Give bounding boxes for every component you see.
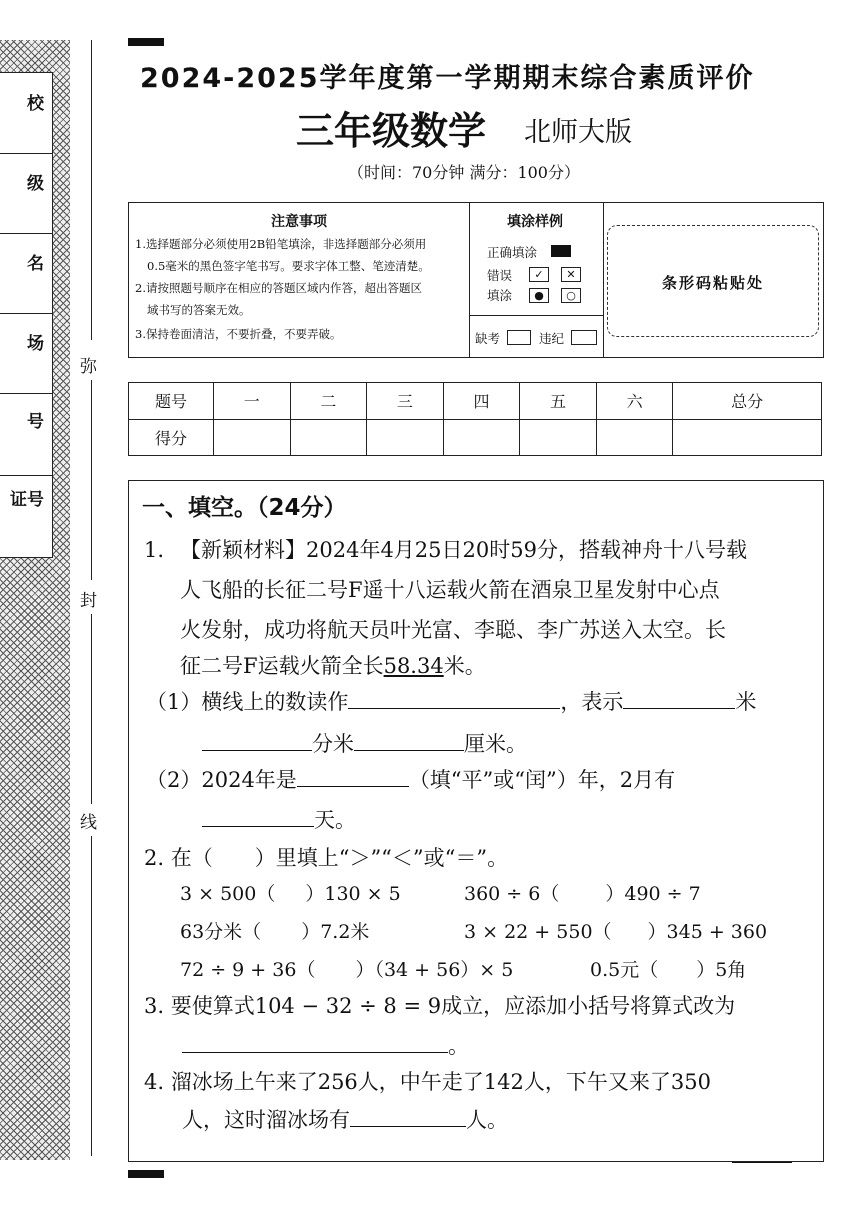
compare-left: 360 ÷ 6（ xyxy=(464,883,560,905)
divider xyxy=(469,315,603,316)
correct-fill-sample xyxy=(551,245,571,257)
info-label: 证号 xyxy=(10,490,44,510)
compare-left: 3 × 500（ xyxy=(180,883,276,905)
q1-sub1-mid: ，表示 xyxy=(560,690,624,714)
notice-item: 2.请按照题号顺序在相应的答题区域内作答，超出答题区 xyxy=(135,281,422,295)
info-row-name xyxy=(0,233,52,314)
notice-box xyxy=(128,202,824,358)
underlined-number: 58.34 xyxy=(383,654,444,678)
absent-checkbox[interactable] xyxy=(507,330,531,345)
q1-sub2-text: （填“平”或“闰”）年，2月有 xyxy=(408,768,676,792)
circle-sample-icon: ○ xyxy=(561,288,581,303)
barcode-label: 条形码粘贴处 xyxy=(661,274,764,292)
notice-item: 域书写的答案无效。 xyxy=(147,303,251,317)
check-sample-icon: ✓ xyxy=(529,267,549,282)
seal-line xyxy=(91,40,92,340)
wrong-fill-label: 错误 xyxy=(487,268,513,283)
compare-right: ）5角 xyxy=(696,959,747,981)
q4-text: 4. 溜冰场上午来了256人，中午走了142人，下午又来了350 xyxy=(144,1070,711,1094)
score-header-cell: 一 xyxy=(214,383,291,420)
answer-blank[interactable] xyxy=(354,730,464,751)
registration-mark-bottom xyxy=(128,1170,164,1178)
q1-number: 1. xyxy=(144,538,165,562)
info-row-seat xyxy=(0,393,52,476)
sample-title: 填涂样例 xyxy=(507,214,563,230)
q1-text: 米。 xyxy=(443,654,486,678)
info-row-school xyxy=(0,73,52,154)
answer-blank[interactable] xyxy=(202,806,314,827)
violation-label: 违纪 xyxy=(539,331,565,346)
answer-blank[interactable] xyxy=(182,1032,448,1053)
notice-item: 3.保持卷面清洁，不要折叠，不要弄破。 xyxy=(135,327,342,341)
score-cell[interactable] xyxy=(443,419,520,456)
compare-item xyxy=(590,956,746,984)
q1-sub2 xyxy=(146,766,675,794)
notice-item: 1.选择题部分必须使用2B铅笔填涂，非选择题部分必须用 xyxy=(135,237,427,251)
compare-right: ）（34 + 56）× 5 xyxy=(355,959,514,981)
score-cell[interactable] xyxy=(520,419,597,456)
answer-blank[interactable] xyxy=(623,688,735,709)
seal-line xyxy=(91,836,92,1156)
seal-char: 封 xyxy=(80,586,97,611)
q1-sub2-prefix: （2）2024年是 xyxy=(146,768,297,792)
bottom-rule xyxy=(732,1162,792,1163)
score-header-cell: 六 xyxy=(596,383,673,420)
q1-text-last xyxy=(180,652,486,680)
compare-left: 3 × 22 + 550（ xyxy=(464,921,612,943)
notice-item: 0.5毫米的黑色签字笔书写。要求字体工整、笔迹清楚。 xyxy=(147,259,430,273)
score-table xyxy=(128,382,822,456)
exam-meta: （时间：70分钟 满分：100分） xyxy=(348,163,580,182)
q1-sub2-cont xyxy=(202,806,356,834)
answer-blank[interactable] xyxy=(350,1106,466,1127)
q1-sub1-prefix: （1）横线上的数读作 xyxy=(146,690,349,714)
score-row xyxy=(129,419,822,456)
score-cell[interactable] xyxy=(673,419,822,456)
score-row-label: 得分 xyxy=(129,419,214,456)
q1-text: 【新颖材料】2024年4月25日20时59分，搭载神舟十八号载 xyxy=(180,538,747,562)
q2-text: 2. 在（ ）里填上“＞”“＜”或“＝”。 xyxy=(144,846,509,870)
subject-title: 三年级数学 xyxy=(296,108,487,153)
q1-text: 征二号F运载火箭全长 xyxy=(180,654,384,678)
edition-label: 北师大版 xyxy=(524,117,632,148)
compare-right: ）345 + 360 xyxy=(647,921,768,943)
compare-item xyxy=(464,880,701,908)
score-cell[interactable] xyxy=(367,419,444,456)
score-header-cell: 五 xyxy=(520,383,597,420)
barcode-area xyxy=(607,225,819,337)
score-cell[interactable] xyxy=(290,419,367,456)
dot-sample-icon: ● xyxy=(529,288,549,303)
answer-blank[interactable] xyxy=(348,688,560,709)
info-label: 名 xyxy=(27,254,44,274)
info-row-room xyxy=(0,313,52,394)
q4-text-cont xyxy=(182,1106,508,1134)
q1-sub1-unit: 分米 xyxy=(312,732,354,756)
score-header-cell: 二 xyxy=(290,383,367,420)
divider xyxy=(469,203,470,357)
q3-text: 3. 要使算式104 − 32 ÷ 8 = 9成立，应添加小括号将算式改为 xyxy=(144,994,736,1018)
compare-item xyxy=(464,918,767,946)
seal-line xyxy=(91,614,92,804)
compare-item xyxy=(180,918,369,946)
q1-text: 人飞船的长征二号F遥十八运载火箭在酒泉卫星发射中心点 xyxy=(180,578,720,602)
score-header-cell: 四 xyxy=(443,383,520,420)
section-heading: 一、填空。（24分） xyxy=(142,495,347,521)
correct-fill-label: 正确填涂 xyxy=(487,245,538,260)
compare-right: ）130 × 5 xyxy=(305,883,401,905)
seal-char: 弥 xyxy=(80,352,97,377)
compare-left: 72 ÷ 9 + 36（ xyxy=(180,959,316,981)
exam-title: 2024-2025学年度第一学期期末综合素质评价 xyxy=(140,63,755,94)
q3-end: 。 xyxy=(448,1034,469,1058)
info-label: 级 xyxy=(27,174,44,194)
q1-sub1-unit: 米 xyxy=(735,690,757,714)
compare-item xyxy=(180,956,513,984)
info-label: 号 xyxy=(27,412,44,432)
info-row-class xyxy=(0,153,52,234)
answer-blank[interactable] xyxy=(297,766,409,787)
q1-sub1-unit: 厘米。 xyxy=(464,732,527,756)
absent-label: 缺考 xyxy=(475,331,501,346)
compare-left: 63分米（ xyxy=(180,921,262,943)
q4-unit: 人。 xyxy=(466,1108,508,1132)
seal-line xyxy=(91,380,92,580)
compare-right: ）7.2米 xyxy=(301,921,370,943)
score-header-row xyxy=(129,383,822,420)
q4-prefix: 人，这时溜冰场有 xyxy=(182,1108,350,1132)
q3-answer-line xyxy=(182,1032,469,1060)
score-cell[interactable] xyxy=(214,419,291,456)
q1-sub2-unit: 天。 xyxy=(314,808,356,832)
compare-item xyxy=(180,880,401,908)
divider xyxy=(603,203,604,357)
compare-right: ）490 ÷ 7 xyxy=(605,883,701,905)
cross-sample-icon: ✕ xyxy=(561,267,581,282)
q1-text: 火发射，成功将航天员叶光富、李聪、李广苏送入太空。长 xyxy=(180,618,726,642)
score-header-cell: 总分 xyxy=(673,383,822,420)
score-header-cell: 三 xyxy=(367,383,444,420)
seal-char: 线 xyxy=(80,808,97,833)
compare-left: 0.5元（ xyxy=(590,959,659,981)
q1-sub1-cont xyxy=(202,730,527,758)
wrong-fill-label: 填涂 xyxy=(487,288,513,303)
notice-title: 注意事项 xyxy=(271,214,327,230)
student-info-box xyxy=(0,72,53,558)
score-header-cell: 题号 xyxy=(129,383,214,420)
info-label: 场 xyxy=(27,334,44,354)
info-row-id xyxy=(0,475,52,557)
score-cell[interactable] xyxy=(596,419,673,456)
violation-checkbox[interactable] xyxy=(571,330,597,345)
q1-sub1 xyxy=(146,688,756,716)
registration-mark-top xyxy=(128,38,164,46)
answer-blank[interactable] xyxy=(202,730,312,751)
info-label: 校 xyxy=(27,94,44,114)
